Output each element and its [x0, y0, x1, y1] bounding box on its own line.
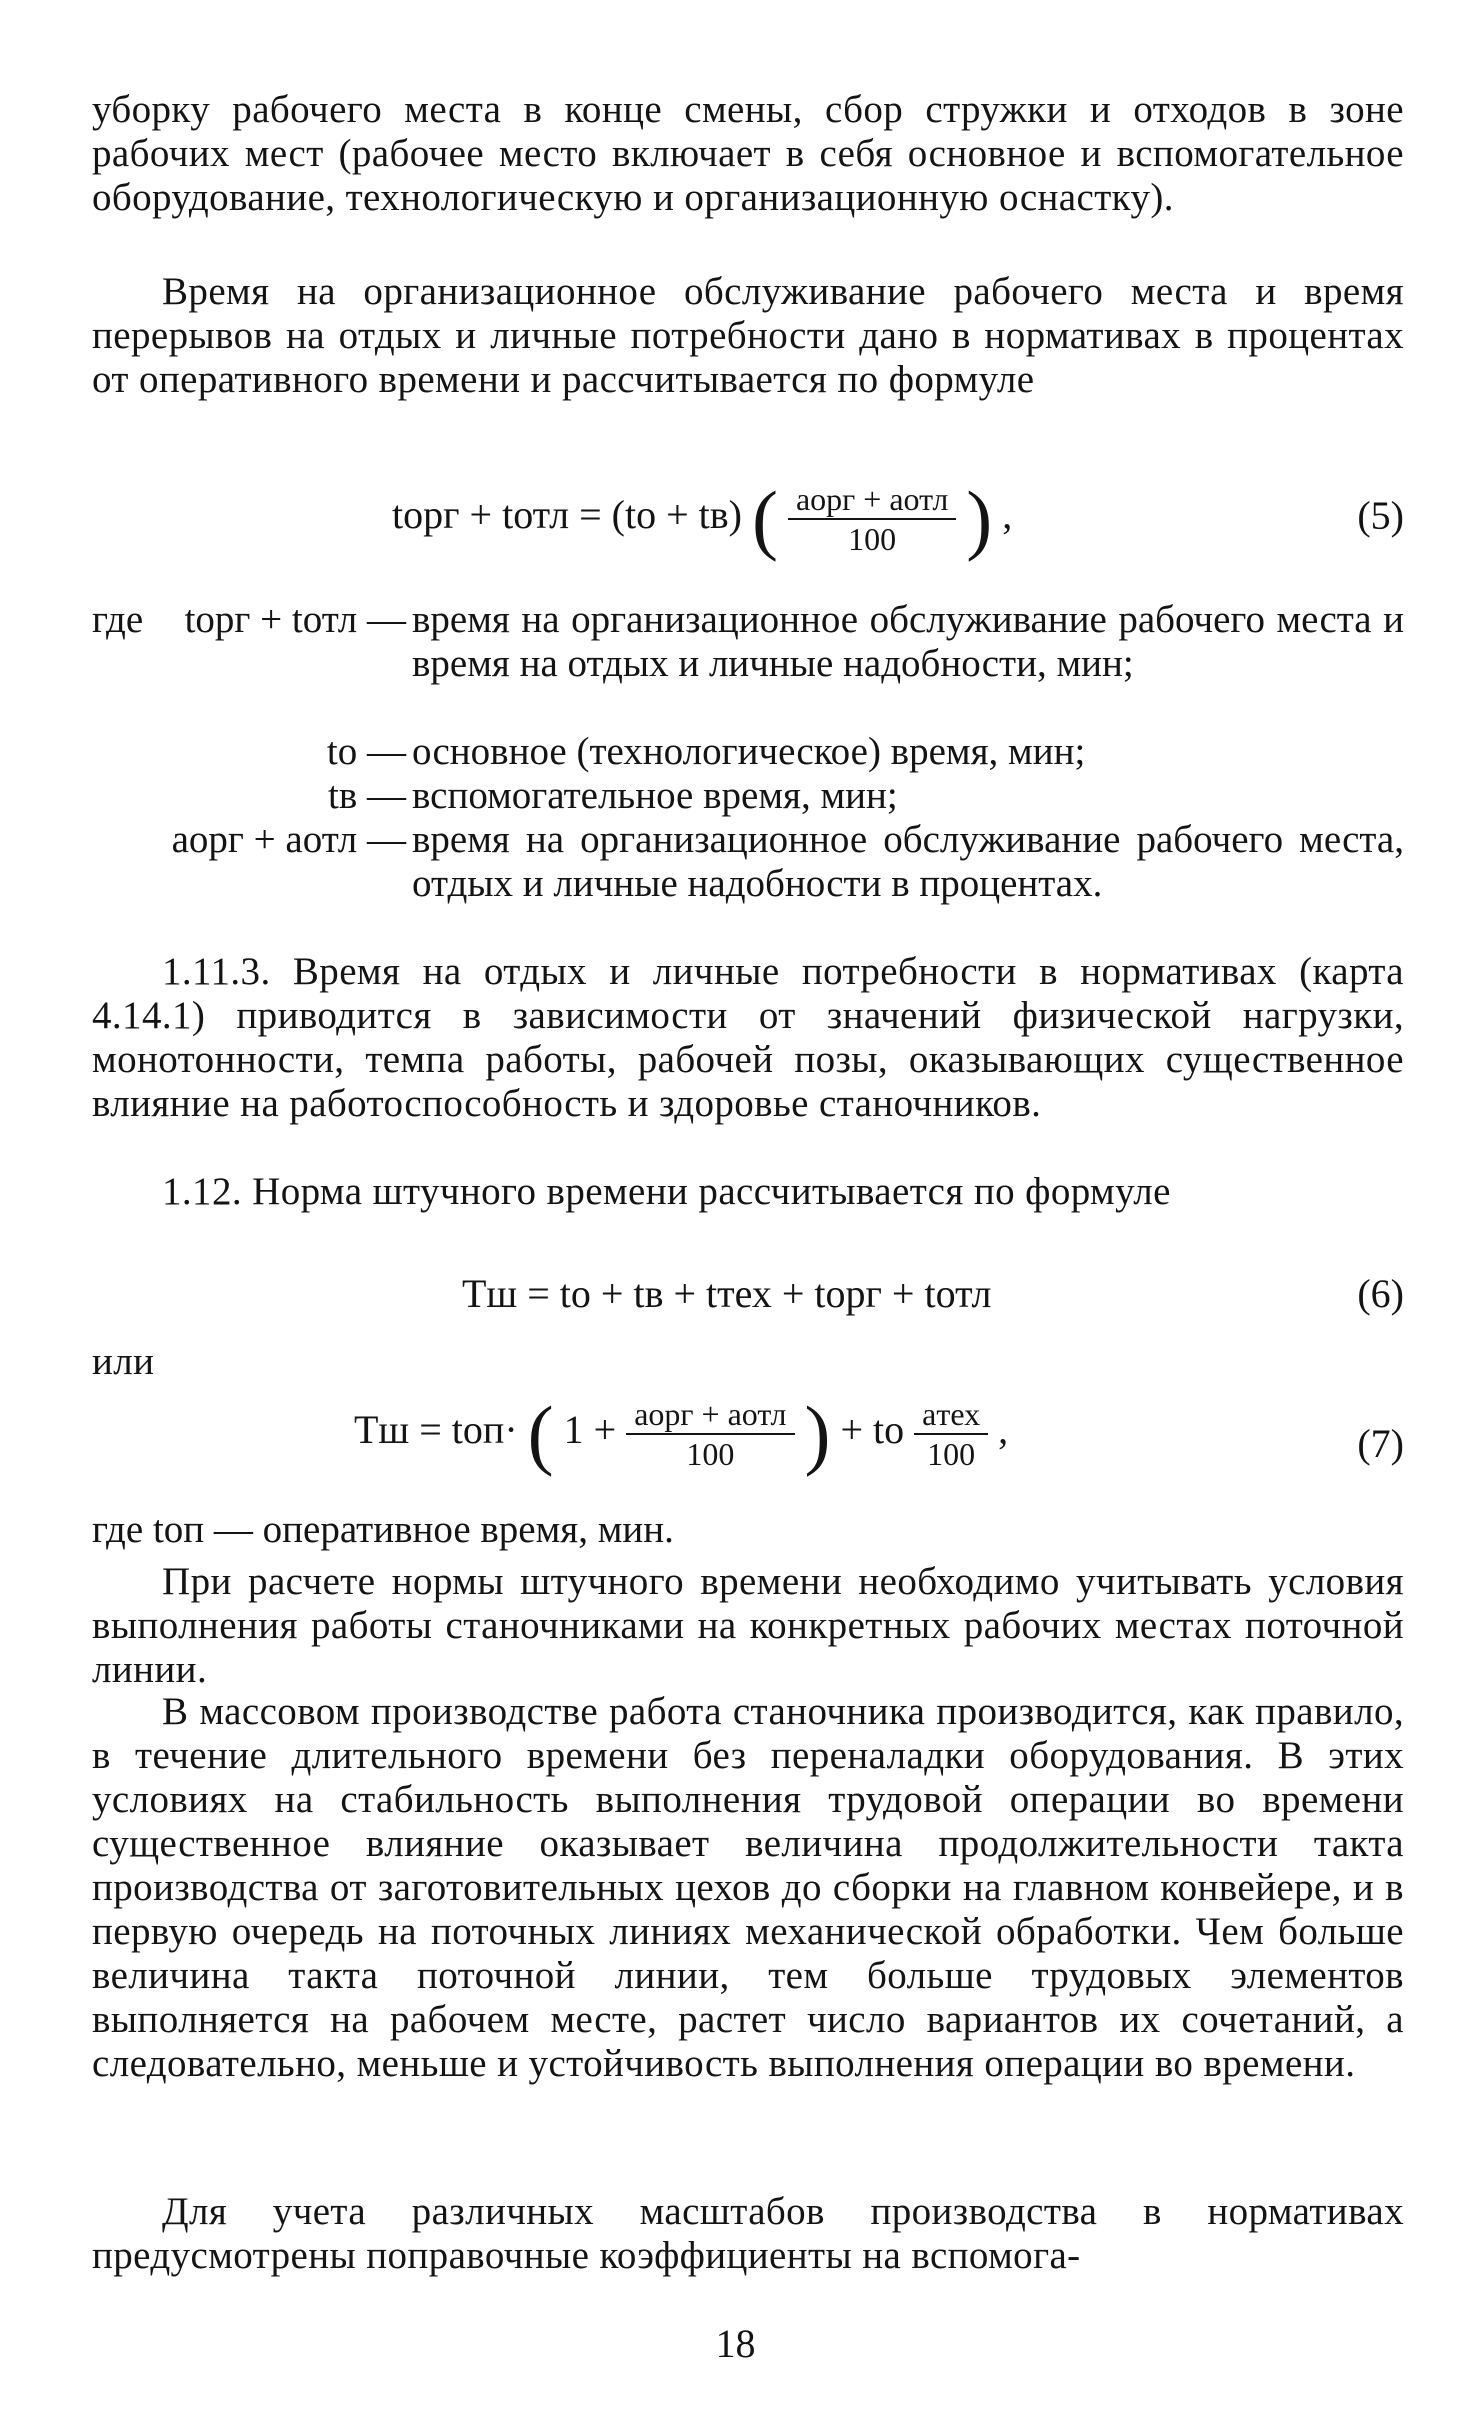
equation-number-5: (5)	[1357, 493, 1404, 538]
definitions-where: где	[92, 598, 144, 641]
formula-7-fraction-2	[914, 1395, 988, 1473]
formula-7-one: 1 +	[563, 1407, 617, 1453]
paragraph-6: При расчете нормы штучного времени необходимо учитывать условия выполнения работы станочниками на конкретных рабочих местах поточной линии.	[92, 1560, 1404, 1691]
where-label: где	[92, 1508, 144, 1551]
formula-7-denominator-1: 100	[686, 1436, 735, 1472]
formula-7-mid: + tо	[840, 1407, 905, 1453]
paragraph-7: В массовом производстве работа станочника производится, как правило, в течение длительного времени без переналадки оборудования. В этих условиях на стабильность выполнения трудовой операции во времени существенное влияние оказывает величина продолжительности такта производства от заготовительных цехов до сборки на главном конвейере, и в первую очередь на поточных линиях механической обработки. Чем больше величина такта поточной линии, тем больше трудовых элементов выполняется на рабочем месте, растет число вариантов их сочетаний, а следовательно, меньше и устойчивость выполнения операции во времени.	[92, 1690, 1404, 2085]
definition-term: tорг + tотл —	[184, 598, 406, 641]
definition-text: время на организационное обслуживание рабочего места, отдых и личные надобности в процентах.	[412, 818, 1404, 905]
page-number: 18	[715, 2321, 756, 2366]
formula-7-denominator-2: 100	[927, 1436, 976, 1472]
operative-time-text: tоп — оперативное время, мин.	[152, 1508, 674, 1551]
formula-7-numerator-2: aтех	[914, 1395, 988, 1435]
formula-7-tail: ,	[998, 1407, 1009, 1453]
paragraph-3: 1.11.3. Время на отдых и личные потребности в нормативах (карта 4.14.1) приводится в зависимости от значений физической нагрузки, монотонности, темпа работы, рабочей позы, оказывающих существенное влияние на работоспособность и здоровье станочников.	[92, 950, 1404, 1125]
close-paren: )	[804, 1390, 831, 1477]
paragraph-2: Время на организационное обслуживание рабочего места и время перерывов на отдых и личные потребности дано в нормативах в процентах от оперативного времени и рассчитывается по формуле	[92, 270, 1404, 401]
formula-7-numerator-1: aорг + aотл	[626, 1395, 794, 1435]
definition-text: время на организационное обслуживание рабочего места и время на отдых и личные надобности, мин;	[412, 598, 1404, 685]
formula-5	[392, 475, 1013, 562]
definition-term: tо —	[326, 730, 406, 773]
formula-5-numerator: aорг + aотл	[788, 480, 956, 520]
formula-7-lhs: Тш = tоп·	[354, 1407, 518, 1453]
open-paren: (	[527, 1390, 554, 1477]
open-paren: (	[751, 475, 778, 562]
formula-5-fraction	[788, 480, 956, 558]
equation-number-6: (6)	[1357, 1271, 1404, 1316]
formula-6: Тш = tо + tв + tтех + tорг + tотл	[462, 1271, 992, 1316]
close-paren: )	[966, 475, 993, 562]
definition-term: tв —	[328, 774, 406, 817]
formula-5-denominator: 100	[848, 521, 897, 557]
paragraph-8: Для учета различных масштабов производства в нормативах предусмотрены поправочные коэффициенты на вспомога-	[92, 2190, 1404, 2277]
operative-time-definition	[92, 1508, 1404, 1552]
definition-term: aорг + aотл —	[171, 818, 406, 861]
definition-text: основное (технологическое) время, мин;	[412, 730, 1086, 773]
formula-5-tail: ,	[1002, 492, 1013, 538]
or-word: или	[92, 1340, 155, 1383]
paragraph-4: 1.12. Норма штучного времени рассчитывается по формуле	[162, 1170, 1171, 1213]
equation-number-7: (7)	[1357, 1421, 1404, 1466]
formula-5-lhs: tорг + tотл = (tо + tв)	[392, 492, 742, 538]
definition-text: вспомогательное время, мин;	[412, 774, 898, 817]
formula-7	[354, 1390, 1009, 1477]
formula-7-fraction-1	[626, 1395, 794, 1473]
paragraph-1: уборку рабочего места в конце смены, сбор стружки и отходов в зоне рабочих мест (рабочее место включает в себя основное и вспомогательное оборудование, технологическую и организационную оснастку).	[92, 88, 1404, 219]
